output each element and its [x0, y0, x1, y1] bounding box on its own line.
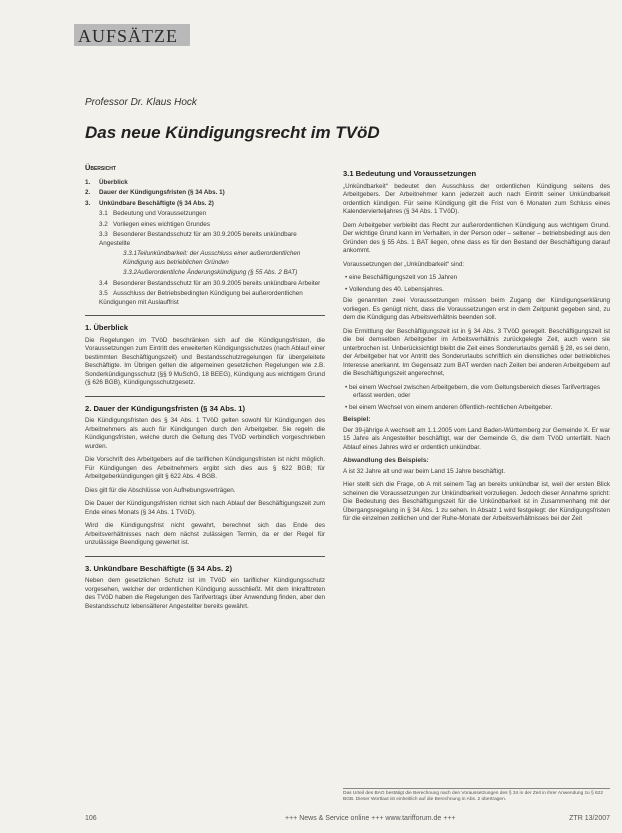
section-header: AUFSÄTZE: [78, 26, 179, 46]
paragraph: Der 39-jährige A wechselt am 1.1.2005 vom Land Baden-Württemberg zur Gemeinde X. Er war 15 Jahre als Angestellter beschäftigt, war der Gemeinde G, die dem TVöD unterfällt. Nach Ablauf eines Jahres wird er ordentlich unkündbar.: [343, 426, 610, 451]
toc-number: 2.: [85, 189, 91, 196]
toc-item: [85, 231, 325, 248]
toc-label: Vorliegen eines wichtigen Grundes: [113, 220, 210, 228]
footnote: Das Urteil des BAG bestätigt die Berechnung nach den Voraussetzungen des § 34 in der Zeit in ihrer Anwendung zu § 622 BGB. Dieser Wortlaut ist einheitlich auf die Berechnung in Abs. 2 übertragen.: [343, 788, 610, 803]
toc-label: Dauer der Kündigungsfristen (§ 34 Abs. 1): [99, 189, 225, 196]
example-label: Beispiel:: [343, 416, 371, 423]
article-title: Das neue Kündigungsrecht im TVöD: [85, 123, 380, 142]
section-heading: 2. Dauer der Kündigungsfristen (§ 34 Abs. 1): [85, 403, 246, 413]
list-intro: Voraussetzungen der „Unkündbarkeit“ sind:: [343, 260, 465, 268]
toc-item: [85, 210, 325, 219]
paragraph: Dies gilt für die Abschlüsse von Aufhebungsverträgen.: [85, 486, 236, 494]
toc-number: 3.3: [99, 231, 108, 238]
toc-number: 3.5: [99, 290, 108, 297]
toc-number: 3.1: [99, 210, 108, 217]
paragraph: A ist 32 Jahre alt und war beim Land 15 Jahre beschäftigt.: [343, 467, 506, 475]
toc-label: Überblick: [99, 178, 128, 186]
toc-item: [85, 200, 325, 209]
toc-label: Unkündbare Beschäftigte (§ 34 Abs. 2): [99, 199, 214, 207]
section-heading: 3. Unkündbare Beschäftigte (§ 34 Abs. 2): [85, 563, 232, 573]
left-sections: [85, 324, 325, 611]
paragraph: Die genannten zwei Voraussetzungen müssen beim Zugang der Kündigungserklärung vorliegen. Es genügt nicht, dass die Voraussetzungen erst in dem Zeitpunkt gegeben sind, zu dem die Kündigung das Arbeitsverhältnis beenden soll.: [343, 297, 610, 321]
toc-number: 1.: [85, 178, 91, 186]
toc-heading: Übersicht: [85, 163, 116, 172]
list-item: • eine Beschäftigungszeit von 15 Jahren: [345, 274, 458, 281]
toc-number: 3.3.2: [123, 269, 138, 276]
right-column: [343, 158, 610, 818]
section-heading: 1. Überblick: [85, 323, 129, 332]
issue-label: ZTR 13/2007: [569, 815, 610, 822]
paragraph: „Unkündbarkeit“ bedeutet den Ausschluss der ordentlichen Kündigung seitens des Arbeitgebers. Der Arbeitnehmer kann jederzeit auch nach Eintritt seiner Unkündbarkeit ordentlich kündigen. Für seine Kündigung gilt die Frist von 6 Monaten zum Schluss eines Kalendervierteljahres (§ 34 Abs. 1 TVöD).: [343, 182, 610, 215]
paragraph: Die Kündigungsfristen des § 34 Abs. 1 TVöD gelten sowohl für Kündigungen des Arbeitnehmers als auch für Kündigungen durch den Arbeitgeber. Sie regeln die Kündigungsfristen, welche durch die Geltung des TVöD verbindlich vorgeschrieben wurden.: [85, 417, 325, 450]
toc-number: 3.: [85, 199, 91, 207]
divider: [85, 315, 325, 316]
toc-label: Teilunkündbarkeit: der Ausschluss einer außerordentlichen Kündigung aus betrieblichen Gründen: [123, 250, 301, 266]
author-line: Professor Dr. Klaus Hock: [85, 97, 197, 108]
toc-label: Außerordentliche Änderungskündigung (§ 55 Abs. 2 BAT): [137, 269, 298, 276]
footer-url: +++ News & Service online +++ www.tarifforum.de +++: [285, 815, 456, 822]
toc-label: Bedeutung und Voraussetzungen: [113, 210, 207, 217]
left-column: [85, 158, 325, 818]
page-number: 106: [85, 815, 97, 822]
paragraph: Neben dem gesetzlichen Schutz ist im TVöD ein tariflicher Kündigungsschutz vorgesehen, welcher der ordentlichen Kündigung ausschließt. Mit dem Inkrafttreten des TVöD haben die Regelungen des Tarifvertrags über Anwendung finden, aber den Bestandsschutz lebensälterer Angestellter bereits gewährt.: [85, 577, 325, 610]
toc-item: [85, 269, 325, 278]
paragraph: Die Dauer der Kündigungsfristen richtet sich nach Ablauf der Beschäftigungszeit zum Ende eines Monats (§ 34 Abs. 1 TVöD).: [85, 500, 325, 516]
list-item: • Vollendung des 40. Lebensjahres.: [345, 285, 444, 293]
paragraph: Hier stellt sich die Frage, ob A mit seinem Tag an bereits unkündbar ist, weil der ersten Blick scheinen die Voraussetzungen zur Unkündbarkeit vorzuliegen. Jedoch dieser Annahme spricht: Die Bedeutung des Beschäftigungszeit für die Unkündbarkeit ist in Zusammenhang mit der Übergangsregelung in § 34 Abs. 1 zu sehen. In Absatz 1 wird festgelegt: der Kündigungsfristen für die einzelnen zeitlichen und der Ruhe-Monate der Arbeitsverhältnisses bei der Zeit: [343, 481, 610, 522]
paragraph: Die Regelungen im TVöD beschränken sich auf die Kündigungsfristen, die Voraussetzungen zum Eintritt des erweiterten Kündigungsschutzes (nach Ablauf einer bestimmten Beschäftigungszeit) und Bestandsschutzregelungen für übergeleitete Beschäftigte. Im Übrigen gelten die allgemeinen gesetzlichen Regelungen wie z.B. Sonderkündigungsschutz (§§ 9 MuSchG, 18 BEEG), Kündigung aus wichtigem Grund (§ 626 BGB), Kündigungsschutzgesetz.: [85, 336, 325, 386]
divider: [85, 396, 325, 397]
toc-label: Besonderer Bestandsschutz für am 30.9.2005 bereits unkündbare Angestellte: [99, 231, 297, 247]
list-item: • bei einem Wechsel von einem anderen öffentlich-rechtlichen Arbeitgeber.: [345, 403, 553, 411]
paragraph: Die Vorschrift des Arbeitgebers auf die tariflichen Kündigungsfristen ist nicht möglich. Für Kündigungen des Arbeitnehmers ergibt sich dies aus § 622 BGB; für Arbeitgeberkündigungen gilt § 622 Abs. 4 BGB.: [85, 456, 325, 480]
list-item: • bei einem Wechsel zwischen Arbeitgebern, die vom Geltungsbereich dieses Tarifvertrages erfasst werden, oder: [345, 383, 601, 399]
table-of-contents: [85, 179, 325, 308]
section-heading: 3.1 Bedeutung und Voraussetzungen: [343, 169, 477, 178]
toc-label: Besonderer Bestandsschutz für am 30.9.2005 bereits unkündbare Arbeiter: [113, 279, 321, 287]
toc-number: 3.4: [99, 279, 108, 287]
toc-label: Ausschluss der Betriebsbedingten Kündigung bei außerordentlichen Kündigungen mit Auslauffrist: [99, 290, 303, 306]
divider: [85, 556, 325, 557]
paragraph: Dem Arbeitgeber verbleibt das Recht zur außerordentlichen Kündigung aus wichtigem Grund. Der wichtige Grund kann im Verhalten, in der Person oder – seltener – betriebsbedingt aus den Gründen des § 55 Abs. 1 BAT liegen, ohne dass es für den Bestand der Beschäftigung darauf ankommt.: [343, 221, 610, 254]
toc-item: [85, 290, 325, 307]
toc-item: [85, 250, 325, 267]
toc-item: [85, 179, 325, 188]
paragraph: Die Ermittlung der Beschäftigungszeit ist in § 34 Abs. 3 TVöD geregelt. Beschäftigungszeit ist die bei demselben Arbeitgeber im Arbeitsverhältnis zurückgelegte Zeit, auch wenn sie unterbrochen ist. Unberücksichtigt bleibt die Zeit eines Sonderurlaubs gemäß § 28, es sei denn, der Arbeitgeber hat vor Antritt des Sonderurlaubs schriftlich ein dienstliches oder betriebliches Interesse anerkannt. Im Gegensatz zum BAT werden nach Zeiten bei anderen Arbeitgebern auf die Beschäftigungszeit angerechnet,: [343, 327, 610, 377]
toc-number: 3.2: [99, 220, 108, 228]
toc-item: [85, 221, 325, 230]
toc-item: [85, 280, 325, 289]
variant-label: Abwandlung des Beispiels:: [343, 457, 429, 464]
toc-item: [85, 189, 325, 198]
paragraph: Wird die Kündigungsfrist nicht gewahrt, berechnet sich das Ende des Arbeitsverhältnisses nach dem nächst zulässigen Termin, da er der Regel für unzulässige Beendigung gewertet ist.: [85, 522, 325, 546]
toc-number: 3.3.1: [123, 250, 138, 257]
